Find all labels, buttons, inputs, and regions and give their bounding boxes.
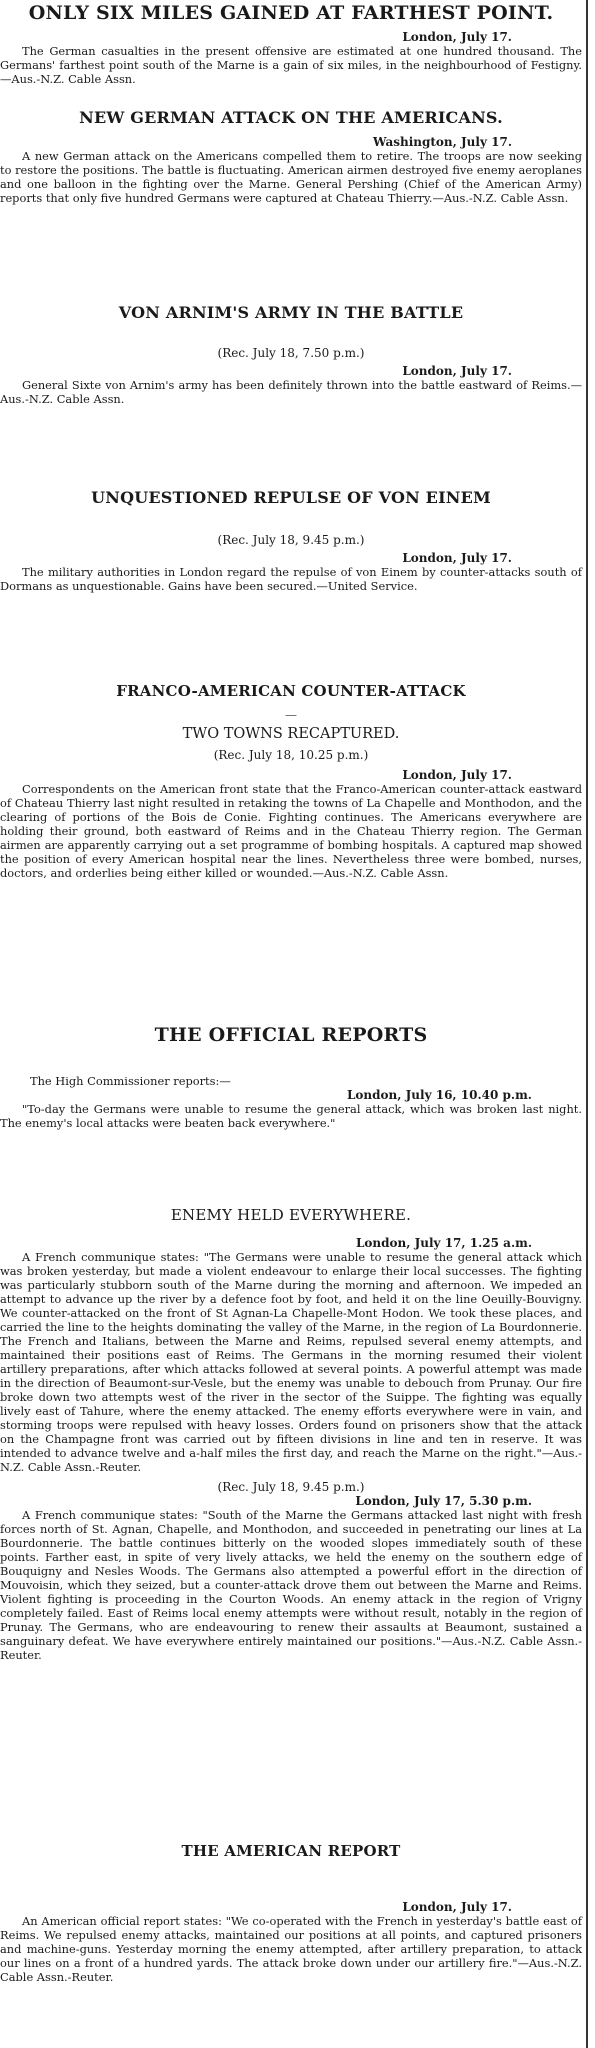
received-note: (Rec. July 18, 10.25 p.m.) [213, 748, 369, 762]
article-body: A French communique states: "The Germans were unable to resume the general attack which was broken yesterday, but made a violent endeavour to enlarge their local successes. The fighting was particularly stubborn south of the Marne during the morning and afternoon. We impeded an attempt to advance up the river by a defence foot by foot, and held it on the line Oeuilly-Bouvigny. We counter-attacked on the front of St Agnan-La Chapelle-Mont Hodon. We took these places, and carried the line to the heights dominating the valley of the Marne, in the region of La Bourdonnerie. The French and Italians, between the Marne and Reims, repulsed several enemy attempts, and maintained their positions east of Reims. The Germans in the morning resumed their violent artillery preparations, after which attacks followed at several points. A powerful attempt was made in the direction of Beaumont-sur-Vesle, but the enemy was unable to debouch from Prunay. Our fire broke down two attempts west of the river in the sector of the Suippe. The fighting was equally lively east of Tahure, where the enemy attacked. The enemy efforts everywhere were in vain, and storming troops were repulsed with heavy losses. Orders found on prisoners show that the attack on the Champagne front was carried out by fifteen divisions in line and ten in reserve. It was intended to advance twelve and a-half miles the first day, and reach the Marne on the right."—Aus.-N.Z. Cable Assn.-Reuter. [0, 1250, 582, 1474]
article-official-reports [0, 1024, 582, 1130]
headline: THE AMERICAN REPORT [181, 1842, 401, 1860]
report-intro: The High Commissioner reports:— [30, 1074, 231, 1088]
headline: THE OFFICIAL REPORTS [154, 1024, 428, 1046]
article-von-arnim [0, 303, 582, 406]
headline: NEW GERMAN ATTACK ON THE AMERICANS. [79, 108, 503, 127]
article-von-einem [0, 488, 582, 593]
article-american-report [0, 1842, 582, 1984]
subheadline: TWO TOWNS RECAPTURED. [182, 726, 400, 742]
dateline: London, July 17. [402, 551, 512, 565]
dateline: London, July 16, 10.40 p.m. [346, 1088, 532, 1102]
dateline: London, July 17. [402, 1900, 512, 1914]
article-body: The German casualties in the present offensive are estimated at one hundred thousand. The Germans' farthest point south of the Marne is a gain of six miles, in the neighbourhood of Festigny.—Aus.-N.Z. Cable Assn. [0, 44, 582, 86]
article-body: Correspondents on the American front state that the Franco-American counter-attack eastward of Chateau Thierry last night resulted in retaking the towns of La Chapelle and Monthodon, and the clearing of portions of the Bois de Conie. Fighting continues. The Americans everywhere are holding their ground, both eastward of Reims and in the Chateau Thierry region. The German airmen are apparently carrying out a set programme of bombing hospitals. A captured map showed the position of every American hospital near the lines. Nevertheless three were bombed, nurses, doctors, and orderlies being either killed or wounded.—Aus.-N.Z. Cable Assn. [0, 782, 582, 880]
article-body: "To-day the Germans were unable to resume the general attack, which was broken last night. The enemy's local attacks were beaten back everywhere." [0, 1102, 582, 1130]
dateline: London, July 17. [402, 364, 512, 378]
article-body: General Sixte von Arnim's army has been definitely thrown into the battle eastward of Reims.—Aus.-N.Z. Cable Assn. [0, 378, 582, 406]
article-body: An American official report states: "We co-operated with the French in yesterday's battle east of Reims. We repulsed enemy attacks, maintained our positions at all points, and captured prisoners and machine-guns. Yesterday morning the enemy attempted, after artillery preparation, to attack our lines on a front of a hundred yards. The attack broke down under our artillery fire."—Aus.-N.Z. Cable Assn.-Reuter. [0, 1914, 582, 1984]
headline: ENEMY HELD EVERYWHERE. [170, 1206, 412, 1224]
article-franco-american [0, 682, 582, 880]
received-note: (Rec. July 18, 7.50 p.m.) [217, 346, 365, 360]
dateline: Washington, July 17. [373, 135, 512, 149]
dateline-second: London, July 17, 5.30 p.m. [355, 1494, 532, 1508]
article-body: The military authorities in London regard the repulse of von Einem by counter-attacks south of Dormans as unquestionable. Gains have been secured.—United Service. [0, 565, 582, 593]
article-six-miles [0, 2, 582, 86]
article-body: A new German attack on the Americans compelled them to retire. The troops are now seeking to restore the positions. The battle is fluctuating. American airmen destroyed five enemy aeroplanes and one balloon in the fighting over the Marne. General Pershing (Chief of the American Army) reports that only five hundred Germans were captured at Chateau Thierry.—Aus.-N.Z. Cable Assn. [0, 149, 582, 205]
article-body-second: A French communique states: "South of the Marne the Germans attacked last night with fresh forces north of St. Agnan, Chapelle, and Monthodon, and succeeded in penetrating our lines at La Bourdonnerie. The battle continues bitterly on the wooded slopes immediately south of these points. Farther east, in spite of very lively attacks, we held the enemy on the southern edge of Bouquigny and Nesles Woods. The Germans also attempted a powerful effort in the direction of Mouvoisin, which they seized, but a counter-attack drove them out between the Marne and Reims. Violent fighting is proceeding in the Courton Woods. An enemy attack in the region of Vrigny completely failed. East of Reims local enemy attempts were without result, notably in the region of Prunay. The Germans, who are endeavouring to renew their assaults at Beaumont, sustained a sanguinary defeat. We have everywhere entirely maintained our positions."—Aus.-N.Z. Cable Assn.-Reuter. [0, 1508, 582, 1662]
headline: UNQUESTIONED REPULSE OF VON EINEM [91, 488, 491, 507]
headline: FRANCO-AMERICAN COUNTER-ATTACK [116, 682, 466, 700]
article-new-german-attack [0, 108, 582, 205]
column-rule [586, 0, 588, 2048]
dateline: London, July 17, 1.25 a.m. [355, 1236, 532, 1250]
received-note: (Rec. July 18, 9.45 p.m.) [217, 1480, 365, 1494]
divider-mark: — [285, 708, 297, 722]
dateline: London, July 17. [402, 768, 512, 782]
received-note: (Rec. July 18, 9.45 p.m.) [217, 533, 365, 547]
headline: ONLY SIX MILES GAINED AT FARTHEST POINT. [28, 2, 554, 24]
dateline: London, July 17. [402, 30, 512, 44]
article-enemy-held [0, 1206, 582, 1662]
headline: VON ARNIM'S ARMY IN THE BATTLE [118, 303, 464, 322]
